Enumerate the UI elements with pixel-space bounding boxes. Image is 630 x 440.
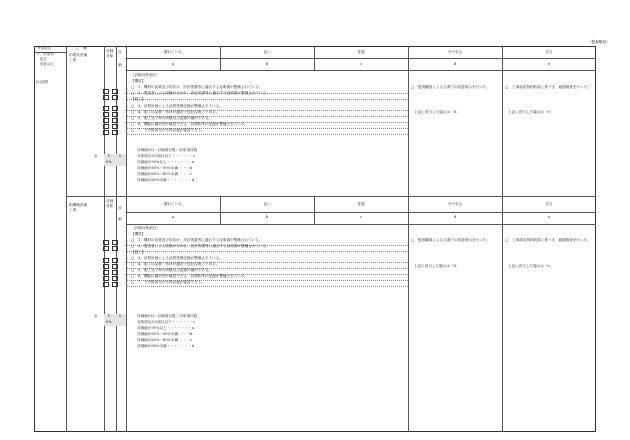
grade-letter-d-2: d: [453, 215, 457, 219]
section1-grade-d-note: 上記に該当した場合は「d」: [414, 110, 460, 114]
section1-eval-target: 評価対象: [106, 49, 114, 58]
section1-item5-check-b[interactable]: [112, 118, 118, 123]
section2-item7-check-a[interactable]: [103, 282, 109, 287]
grade-letter-b: b: [265, 62, 269, 66]
section2-eval-target: 評価対象: [106, 199, 114, 208]
section1-item-1: □ 1．機材の品質及び形状が、設計図書等に適合する証明書が整備されている。: [131, 85, 263, 89]
section1-formula-6: 評価値が60%未満・・・・・・・d: [137, 178, 195, 182]
section2-formula-2: 対象項目が2項目以下・・・・・・c: [137, 320, 196, 324]
grade-letter-e-2: e: [547, 215, 551, 219]
grade-letter-b-2: b: [265, 215, 269, 219]
section1-items-heading: ［評価対象項目］: [131, 73, 160, 77]
section1-item6-check-b[interactable]: [112, 124, 118, 129]
section2-grade-e-text: □ 工事請負契約約款に基づき、破損検査を行った。: [505, 238, 591, 242]
section2-formula-5: 評価値が60%～80%未満 ・・・c: [137, 338, 193, 342]
section1-item1-check-a[interactable]: [103, 89, 109, 94]
grade-label-a-2: 優れている: [164, 202, 182, 206]
grade-label-e: 劣る: [545, 50, 553, 54]
section2-formula-3: 評価値が90%以上・・・・・・・a: [137, 326, 194, 330]
grade-letter-e: e: [547, 62, 551, 66]
section2-items-heading: ［評価対象項目］: [131, 226, 160, 230]
section2-item-7: □ 7．不可視部分の写真記録が確認できる。: [131, 280, 205, 284]
grade-letter-d: d: [453, 62, 457, 66]
section1-formula-3: 評価値が90%以上・・・・・・・a: [137, 160, 194, 164]
section1-score-value-2: 0: [119, 154, 122, 158]
section2-item-6: □ 6．機能の適切性が確認できる、試運転等の記録が整備されている。: [131, 274, 249, 278]
section1-item-5: □ 5．施工完了時の試験及び記録が適切である。: [131, 116, 213, 120]
section2-item4-check-a[interactable]: [103, 264, 109, 269]
section2-item-5: □ 5．施工完了時の試験及び記録が適切である。: [131, 268, 213, 272]
section2-item-3: □ 3．品質計画による品質管理記録が整備されている。: [131, 256, 223, 260]
section1-material-heading: 【機材】: [131, 79, 146, 83]
section2-item1-check-b[interactable]: [112, 240, 118, 245]
section1-item4-check-a[interactable]: [103, 112, 109, 117]
section1-item5-check-a[interactable]: [103, 118, 109, 123]
grade-label-c: 普通: [357, 50, 365, 54]
section2-formula-1: 評価値(%)＝評価項目数／対象項目数: [137, 314, 198, 318]
grade-label-d-2: やや劣る: [447, 202, 463, 206]
section1-item3-check-a[interactable]: [103, 106, 109, 111]
section2-item3-check-a[interactable]: [103, 258, 109, 263]
section1-item-4: □ 4．施工の品質・形状が適切で良好な施工である。: [131, 110, 220, 114]
section1-item7-check-a[interactable]: [103, 130, 109, 135]
section1-score-label: 計: [94, 154, 98, 158]
section2-score-value-2: 0: [119, 314, 122, 318]
section1-work-type: 3)電気設備 工事: [69, 53, 88, 62]
col-exam-item-sub: ３．出来形 及び 出来ばえ: [36, 52, 54, 66]
section2-construction-heading: 【施工】: [131, 250, 146, 254]
section1-item3-check-b[interactable]: [112, 106, 118, 111]
section1-score-value-1: 0: [108, 154, 111, 158]
section2-grade-e-note: 上記に該当した場合は「e」: [508, 264, 554, 268]
grade-label-b-2: 良い: [263, 202, 271, 206]
section1-ka: 価: [118, 63, 122, 67]
section1-item-3: □ 3．品質計画による品質管理記録が整備されている。: [131, 104, 223, 108]
section2-item6-check-a[interactable]: [103, 276, 109, 281]
section2-item5-check-b[interactable]: [112, 270, 118, 275]
section2-item-4: □ 4．施工の品質・形状が適切で良好な施工である。: [131, 262, 220, 266]
section1-item6-check-a[interactable]: [103, 124, 109, 129]
section2-score-label: 計: [94, 314, 98, 318]
grade-label-b: 良い: [263, 50, 271, 54]
section1-item4-check-b[interactable]: [112, 112, 118, 117]
grade-letter-c-2: c: [359, 215, 362, 219]
section1-item-7: □ 7．不可視部分の写真記録が確認できる。: [131, 128, 205, 132]
section2-item2-check-a[interactable]: [103, 246, 109, 251]
section2-grade-d-note: 上記に該当した場合は「d」: [414, 264, 460, 268]
section-divider: [66, 196, 596, 197]
section1-formula-1: 評価値(%)＝評価項目数／対象項目数: [137, 148, 198, 152]
section1-grade-e-text: □ 工事請負契約約款に基づき、破損検査を行った。: [505, 85, 591, 89]
col-work-type-title: 工 種: [76, 46, 87, 50]
section2-hyo: 評: [118, 206, 122, 210]
section1-formula-5: 評価値が60%～80%未満 ・・・c: [137, 172, 193, 176]
section1-item1-check-b[interactable]: [112, 89, 118, 94]
section2-score-pct: 0%: [106, 320, 112, 324]
section1-formula-2: 対象項目が2項目以下・・・・・・c: [137, 154, 196, 158]
section1-grade-d-text: □ 監督職員による文書での改善指示を行った。: [411, 85, 490, 89]
section2-item6-check-b[interactable]: [112, 276, 118, 281]
section1-grade-e-note: 上記に該当した場合は「e」: [508, 110, 554, 114]
grade-letter-c: c: [359, 62, 362, 66]
section1-item-6: □ 6．機能の適切性が確認できる、試運転等の記録が整備されている。: [131, 122, 249, 126]
section2-work-type: 4)機械設備 工事: [69, 203, 88, 212]
col-exam-item-title: 考査項目: [37, 46, 52, 50]
grade-label-c-2: 普通: [357, 202, 365, 206]
quality-row-label: (2)品質: [36, 80, 49, 84]
grade-label-e-2: 劣る: [545, 202, 553, 206]
section2-formula-6: 評価値が60%未満・・・・・・・d: [137, 344, 195, 348]
section2-item3-check-b[interactable]: [112, 258, 118, 263]
section2-item2-check-b[interactable]: [112, 246, 118, 251]
grade-letter-a-2: a: [171, 215, 175, 219]
section1-construction-heading: 【施工】: [131, 97, 146, 101]
grade-label-d: やや劣る: [447, 50, 463, 54]
section2-material-heading: 【機材】: [131, 232, 146, 236]
section2-ka: 価: [118, 217, 122, 221]
section2-item7-check-b[interactable]: [112, 282, 118, 287]
grade-label-a: 優れている: [164, 50, 182, 54]
section1-item7-check-b[interactable]: [112, 130, 118, 135]
section2-grade-d-text: □ 監督職員による文書での改善指示を行った。: [411, 238, 490, 242]
grade-letter-a: a: [171, 62, 175, 66]
section2-item5-check-a[interactable]: [103, 270, 109, 275]
section2-score-value-1: 0: [108, 314, 111, 318]
section1-item2-check-a[interactable]: [103, 95, 109, 100]
supervisor-label: （監督職員）: [588, 40, 610, 44]
section1-item2-check-b[interactable]: [112, 95, 118, 100]
section2-formula-4: 評価値が80%～90%未満 ・・・b: [137, 332, 193, 336]
section1-formula-4: 評価値が80%～90%未満 ・・・b: [137, 166, 193, 170]
section1-hyo: 評: [118, 50, 122, 54]
section2-item1-check-a[interactable]: [103, 240, 109, 245]
section2-item4-check-b[interactable]: [112, 264, 118, 269]
section1-item-2: □ 2．製造者による試験が行われ、設計図書等に適合する証明書が整備されている。: [131, 91, 270, 95]
section2-item-1: □ 1．機材の品質及び形状が、設計図書等に適合する証明書が整備されている。: [131, 238, 263, 242]
section2-item-2: □ 2．製造者による試験が行われ、設計図書等に適合する証明書が整備されている。: [131, 244, 270, 248]
section1-score-pct: 0%: [106, 160, 112, 164]
